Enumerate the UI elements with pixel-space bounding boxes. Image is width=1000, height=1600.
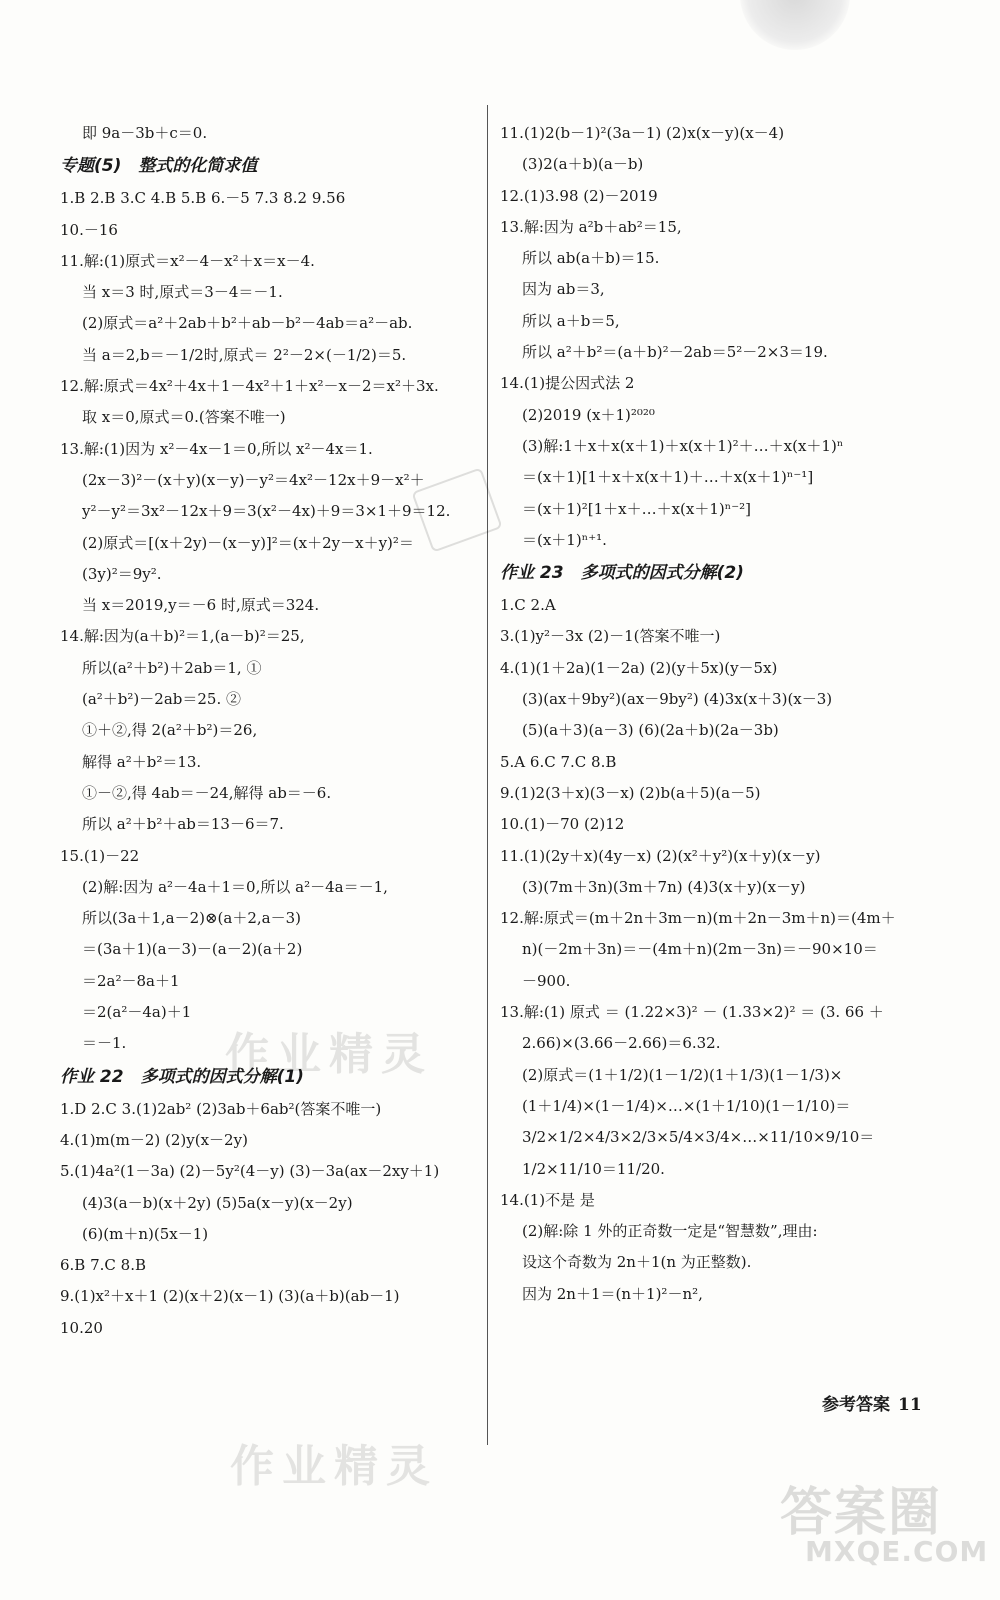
right-answer-line: (5)(a＋3)(a－3) (6)(2a＋b)(2a－3b) xyxy=(522,721,779,740)
left-answer-line: 15.(1)－22 xyxy=(60,846,140,865)
right-answer-line: 13.解:(1) 原式 ＝ (1.22×3)² － (1.33×2)² ＝ (3. 66 ＋ xyxy=(500,1003,884,1022)
watermark-2: 作业精灵 xyxy=(230,1441,438,1492)
right-answer-line: 3/2×1/2×4/3×2/3×5/4×3/4×…×11/10×9/10＝ xyxy=(522,1128,875,1147)
left-answer-line: 9.(1)x²＋x＋1 (2)(x＋2)(x－1) (3)(a＋b)(ab－1) xyxy=(60,1287,400,1306)
right-answer-line: 因为 ab＝3, xyxy=(522,280,605,299)
left-answer-line: (6)(m＋n)(5x－1) xyxy=(82,1224,209,1243)
right-answer-line: 因为 2n＋1＝(n＋1)²－n², xyxy=(522,1284,703,1303)
right-answer-line: (2)2019 (x＋1)²⁰²⁰ xyxy=(522,405,655,424)
left-answer-line: ①＋②,得 2(a²＋b²)＝26, xyxy=(82,721,258,740)
left-answer-line: 12.解:原式＝4x²＋4x＋1－4x²＋1＋x²－x－2＝x²＋3x. xyxy=(60,377,439,396)
right-answer-line: 所以 a＋b＝5, xyxy=(522,311,620,330)
left-answer-line: 当 a＝2,b＝－1/2时,原式＝ 2²－2×(－1/2)＝5. xyxy=(82,345,407,364)
left-answer-line: (2)原式＝a²＋2ab＋b²＋ab－b²－4ab＝a²－ab. xyxy=(82,314,413,333)
right-answer-line: ＝(x＋1)[1＋x＋x(x＋1)＋…＋x(x＋1)ⁿ⁻¹] xyxy=(522,468,814,487)
right-answer-line: ＝(x＋1)ⁿ⁺¹. xyxy=(522,530,607,549)
right-answer-line: n)(－2m＋3n)＝－(4m＋n)(2m－3n)＝－90×10＝ xyxy=(522,940,878,959)
left-answer-line: 所以(3a＋1,a－2)⊗(a＋2,a－3) xyxy=(82,909,302,928)
left-answer-line: ＝2(a²－4a)＋1 xyxy=(82,1003,192,1022)
right-answer-line: 所以 ab(a＋b)＝15. xyxy=(522,249,660,268)
left-answer-line: 5.(1)4a²(1－3a) (2)－5y²(4－y) (3)－3a(ax－2xy＋1) xyxy=(60,1162,440,1181)
left-answer-line: 所以 a²＋b²＋ab＝13－6＝7. xyxy=(82,815,284,834)
left-answer-line: 所以(a²＋b²)＋2ab＝1, ① xyxy=(82,658,262,677)
left-answer-line: (4)3(a－b)(x＋2y) (5)5a(x－y)(x－2y) xyxy=(82,1193,353,1212)
watermark-3: 答案圈 xyxy=(780,1483,943,1543)
right-answer-line: 13.解:因为 a²b＋ab²＝15, xyxy=(500,217,682,236)
right-answer-line: 2.66)×(3.66－2.66)＝6.32. xyxy=(522,1034,721,1053)
right-answer-line: 4.(1)(1＋2a)(1－2a) (2)(y＋5x)(y－5x) xyxy=(500,658,778,677)
right-answer-line: 10.(1)－70 (2)12 xyxy=(500,815,625,834)
left-answer-line: y²－y²＝3x²－12x＋9＝3(x²－4x)＋9＝3×1＋9＝12. xyxy=(82,502,451,521)
right-answer-line: 5.A 6.C 7.C 8.B xyxy=(500,752,617,771)
watermark-4: MXQE.COM xyxy=(805,1535,989,1568)
right-answer-line: 1.C 2.A xyxy=(500,596,556,615)
right-answer-line: (3)(7m＋3n)(3m＋7n) (4)3(x＋y)(x－y) xyxy=(522,877,806,896)
corner-shade xyxy=(740,0,850,50)
right-answer-line: 11.(1)2(b－1)²(3a－1) (2)x(x－y)(x－4) xyxy=(500,124,785,142)
left-answer-line: 1.D 2.C 3.(1)2ab² (2)3ab＋6ab²(答案不唯一) xyxy=(60,1099,382,1118)
right-answer-line: (1＋1/4)×(1－1/4)×…×(1＋1/10)(1－1/10)＝ xyxy=(522,1096,851,1115)
column-divider xyxy=(487,105,488,1445)
left-answer-line: 10.20 xyxy=(60,1318,103,1337)
left-answer-line: 6.B 7.C 8.B xyxy=(60,1256,146,1275)
right-answer-line: 12.解:原式＝(m＋2n＋3m－n)(m＋2n－3m＋n)＝(4m＋ xyxy=(500,909,896,928)
right-answer-line: 3.(1)y²－3x (2)－1(答案不唯一) xyxy=(500,627,721,646)
left-answer-line: 解得 a²＋b²＝13. xyxy=(82,752,202,771)
right-section-heading: 作业 23 多项式的因式分解(2) xyxy=(500,563,744,584)
footer xyxy=(822,1390,922,1415)
left-answer-line: (a²＋b²)－2ab＝25. ② xyxy=(82,690,241,709)
left-answer-line: ＝－1. xyxy=(82,1034,127,1053)
left-answer-line: ＝2a²－8a＋1 xyxy=(82,971,180,990)
right-answer-line: ＝(x＋1)²[1＋x＋…＋x(x＋1)ⁿ⁻²] xyxy=(522,499,752,518)
left-column xyxy=(60,118,470,1344)
right-answer-line: 所以 a²＋b²＝(a＋b)²－2ab＝5²－2×3＝19. xyxy=(522,343,828,362)
right-answer-line: 9.(1)2(3＋x)(3－x) (2)b(a＋5)(a－5) xyxy=(500,783,761,802)
left-answer-line: ＝(3a＋1)(a－3)－(a－2)(a＋2) xyxy=(82,940,303,959)
right-answer-line: 1/2×11/10＝11/20. xyxy=(522,1159,665,1178)
left-answer-line: (2)原式＝[(x＋2y)－(x－y)]²＝(x＋2y－x＋y)²＝ xyxy=(82,533,414,552)
right-answer-line: (2)原式＝(1＋1/2)(1－1/2)(1＋1/3)(1－1/3)× xyxy=(522,1065,843,1084)
right-answer-line: －900. xyxy=(522,971,571,990)
left-answer-line: 11.解:(1)原式＝x²－4－x²＋x＝x－4. xyxy=(60,251,315,270)
right-answer-line: 12.(1)3.98 (2)－2019 xyxy=(500,186,658,205)
right-answer-line: 设这个奇数为 2n＋1(n 为正整数). xyxy=(522,1253,752,1272)
left-answer-line: (2)解:因为 a²－4a＋1＝0,所以 a²－4a＝－1, xyxy=(82,877,388,896)
left-answer-line: 1.B 2.B 3.C 4.B 5.B 6.－5 7.3 8.2 9.56 xyxy=(60,189,346,208)
right-answer-line: 11.(1)(2y＋x)(4y－x) (2)(x²＋y²)(x＋y)(x－y) xyxy=(500,846,821,865)
right-answer-line: 14.(1)提公因式法 2 xyxy=(500,374,635,393)
left-answer-line: 4.(1)m(m－2) (2)y(x－2y) xyxy=(60,1130,248,1149)
right-answer-line: 14.(1)不是 是 xyxy=(500,1190,595,1209)
right-answer-line: (3)(ax＋9by²)(ax－9by²) (4)3x(x＋3)(x－3) xyxy=(522,690,833,709)
right-answer-line: (2)解:除 1 外的正奇数一定是“智慧数”,理由: xyxy=(522,1222,818,1241)
right-answer-line: (3)2(a＋b)(a－b) xyxy=(522,155,644,174)
left-section-heading: 专题(5) 整式的化简求值 xyxy=(60,156,258,177)
left-answer-line: 取 x＝0,原式＝0.(答案不唯一) xyxy=(82,408,286,427)
footer-label: 参考答案 xyxy=(822,1395,890,1415)
watermark-1: 作业精灵 xyxy=(225,1029,433,1080)
right-answer-line: (3)解:1＋x＋x(x＋1)＋x(x＋1)²＋…＋x(x＋1)ⁿ xyxy=(522,436,844,455)
left-answer-line: 当 x＝3 时,原式＝3－4＝－1. xyxy=(82,283,283,302)
left-answer-line: 13.解:(1)因为 x²－4x－1＝0,所以 x²－4x＝1. xyxy=(60,439,373,458)
right-column xyxy=(500,118,900,1310)
left-answer-line: (3y)²＝9y². xyxy=(82,564,162,583)
page-number: 11 xyxy=(898,1395,922,1415)
left-section-heading: 作业 22 多项式的因式分解(1) xyxy=(60,1066,304,1087)
left-answer-line: 10.－16 xyxy=(60,220,118,239)
left-answer-line: (2x－3)²－(x＋y)(x－y)－y²＝4x²－12x＋9－x²＋ xyxy=(82,470,425,489)
left-answer-line: 当 x＝2019,y＝－6 时,原式＝324. xyxy=(82,596,320,615)
left-answer-line: ①－②,得 4ab＝－24,解得 ab＝－6. xyxy=(82,783,332,802)
left-answer-line: 即 9a－3b＋c＝0. xyxy=(82,124,208,142)
left-answer-line: 14.解:因为(a＋b)²＝1,(a－b)²＝25, xyxy=(60,627,305,646)
